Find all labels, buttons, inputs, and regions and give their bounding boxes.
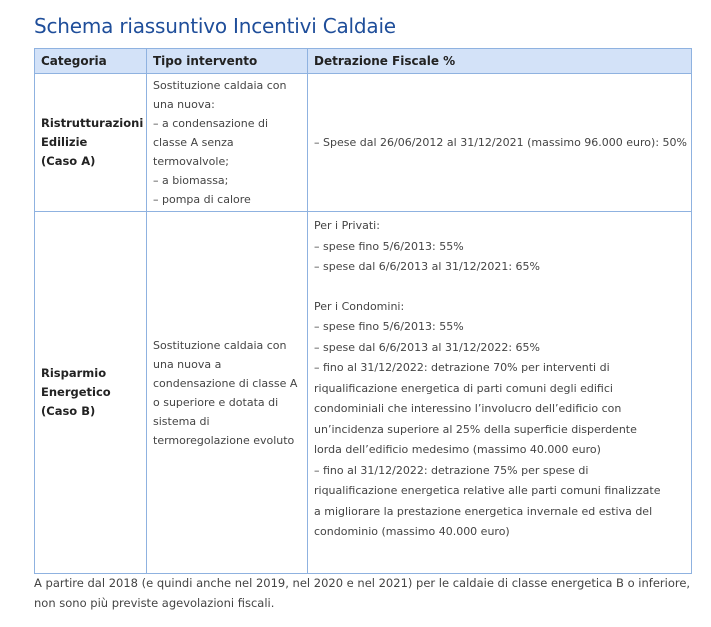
cell-line: un’incidenza superiore al 25% della superficie disperdente (314, 422, 637, 436)
cell-line: termovalvole; (153, 155, 229, 168)
cell-line: – pompa di calore (153, 193, 251, 206)
table-header-row (35, 49, 692, 74)
cell-line: sistema di (153, 414, 210, 428)
cell-line: termoregolazione evoluto (153, 433, 295, 447)
header-categoria: Categoria (35, 49, 147, 74)
cell-line: Ristrutturazioni (41, 116, 144, 130)
cell-line: Per i Condomini: (314, 299, 405, 313)
cell-line: condensazione di classe A (153, 376, 298, 390)
cell-line: condominiali che interessino l’involucro dell’edificio con (314, 402, 622, 415)
cell-line: – Spese dal 26/06/2012 al 31/12/2021 (massimo 96.000 euro): 50% (314, 136, 687, 149)
cell-categoria (35, 74, 147, 212)
header-tipo-intervento: Tipo intervento (147, 49, 308, 74)
cell-tipo-intervento (147, 74, 308, 212)
cell-categoria (35, 212, 147, 574)
cell-line: – spese dal 6/6/2013 al 31/12/2022: 65% (314, 340, 540, 354)
cell-line: Energetico (41, 385, 111, 399)
cell-blank-line (314, 278, 685, 297)
table-row (35, 212, 692, 574)
cell-line: una nuova: (153, 98, 215, 111)
cell-line: Per i Privati: (314, 219, 380, 232)
incentives-table (34, 48, 692, 574)
cell-line: – spese dal 6/6/2013 al 31/12/2021: 65% (314, 260, 540, 273)
cell-line: – a biomassa; (153, 174, 229, 187)
cell-line: (Caso B) (41, 404, 96, 418)
cell-line: condominio (massimo 40.000 euro) (314, 525, 510, 538)
footnote: A partire dal 2018 (e quindi anche nel 2019, nel 2020 e nel 2021) per le caldaie di classe energetica B o inferiore, non sono più previste agevolazioni fiscali. (34, 576, 691, 610)
cell-detrazione (308, 74, 692, 212)
cell-line: – fino al 31/12/2022: detrazione 75% per spese di (314, 463, 589, 477)
cell-line: riqualificazione energetica relative alle parti comuni finalizzate (314, 484, 661, 497)
cell-line: Edilizie (41, 135, 88, 149)
cell-line: Sostituzione caldaia con (153, 338, 287, 352)
header-detrazione-fiscale: Detrazione Fiscale % (308, 49, 692, 74)
cell-line: Risparmio (41, 366, 107, 380)
cell-detrazione (308, 212, 692, 574)
cell-line: – spese fino 5/6/2013: 55% (314, 239, 464, 253)
cell-line: – spese fino 5/6/2013: 55% (314, 320, 464, 333)
cell-tipo-intervento (147, 212, 308, 574)
cell-line: classe A senza (153, 136, 234, 149)
cell-line: Sostituzione caldaia con (153, 79, 287, 92)
cell-line: a migliorare la prestazione energetica invernale ed estiva del (314, 504, 653, 518)
cell-line: (Caso A) (41, 154, 96, 168)
cell-line: una nuova a (153, 357, 222, 371)
cell-line: o superiore e dotata di (153, 395, 279, 409)
cell-line: – a condensazione di (153, 117, 269, 130)
table-row (35, 74, 692, 212)
page-title: Schema riassuntivo Incentivi Caldaie (34, 14, 396, 38)
cell-line: riqualificazione energetica di parti comuni degli edifici (314, 381, 613, 395)
cell-line: – fino al 31/12/2022: detrazione 70% per interventi di (314, 361, 610, 374)
cell-line: lorda dell’edificio medesimo (massimo 40.000 euro) (314, 443, 601, 456)
